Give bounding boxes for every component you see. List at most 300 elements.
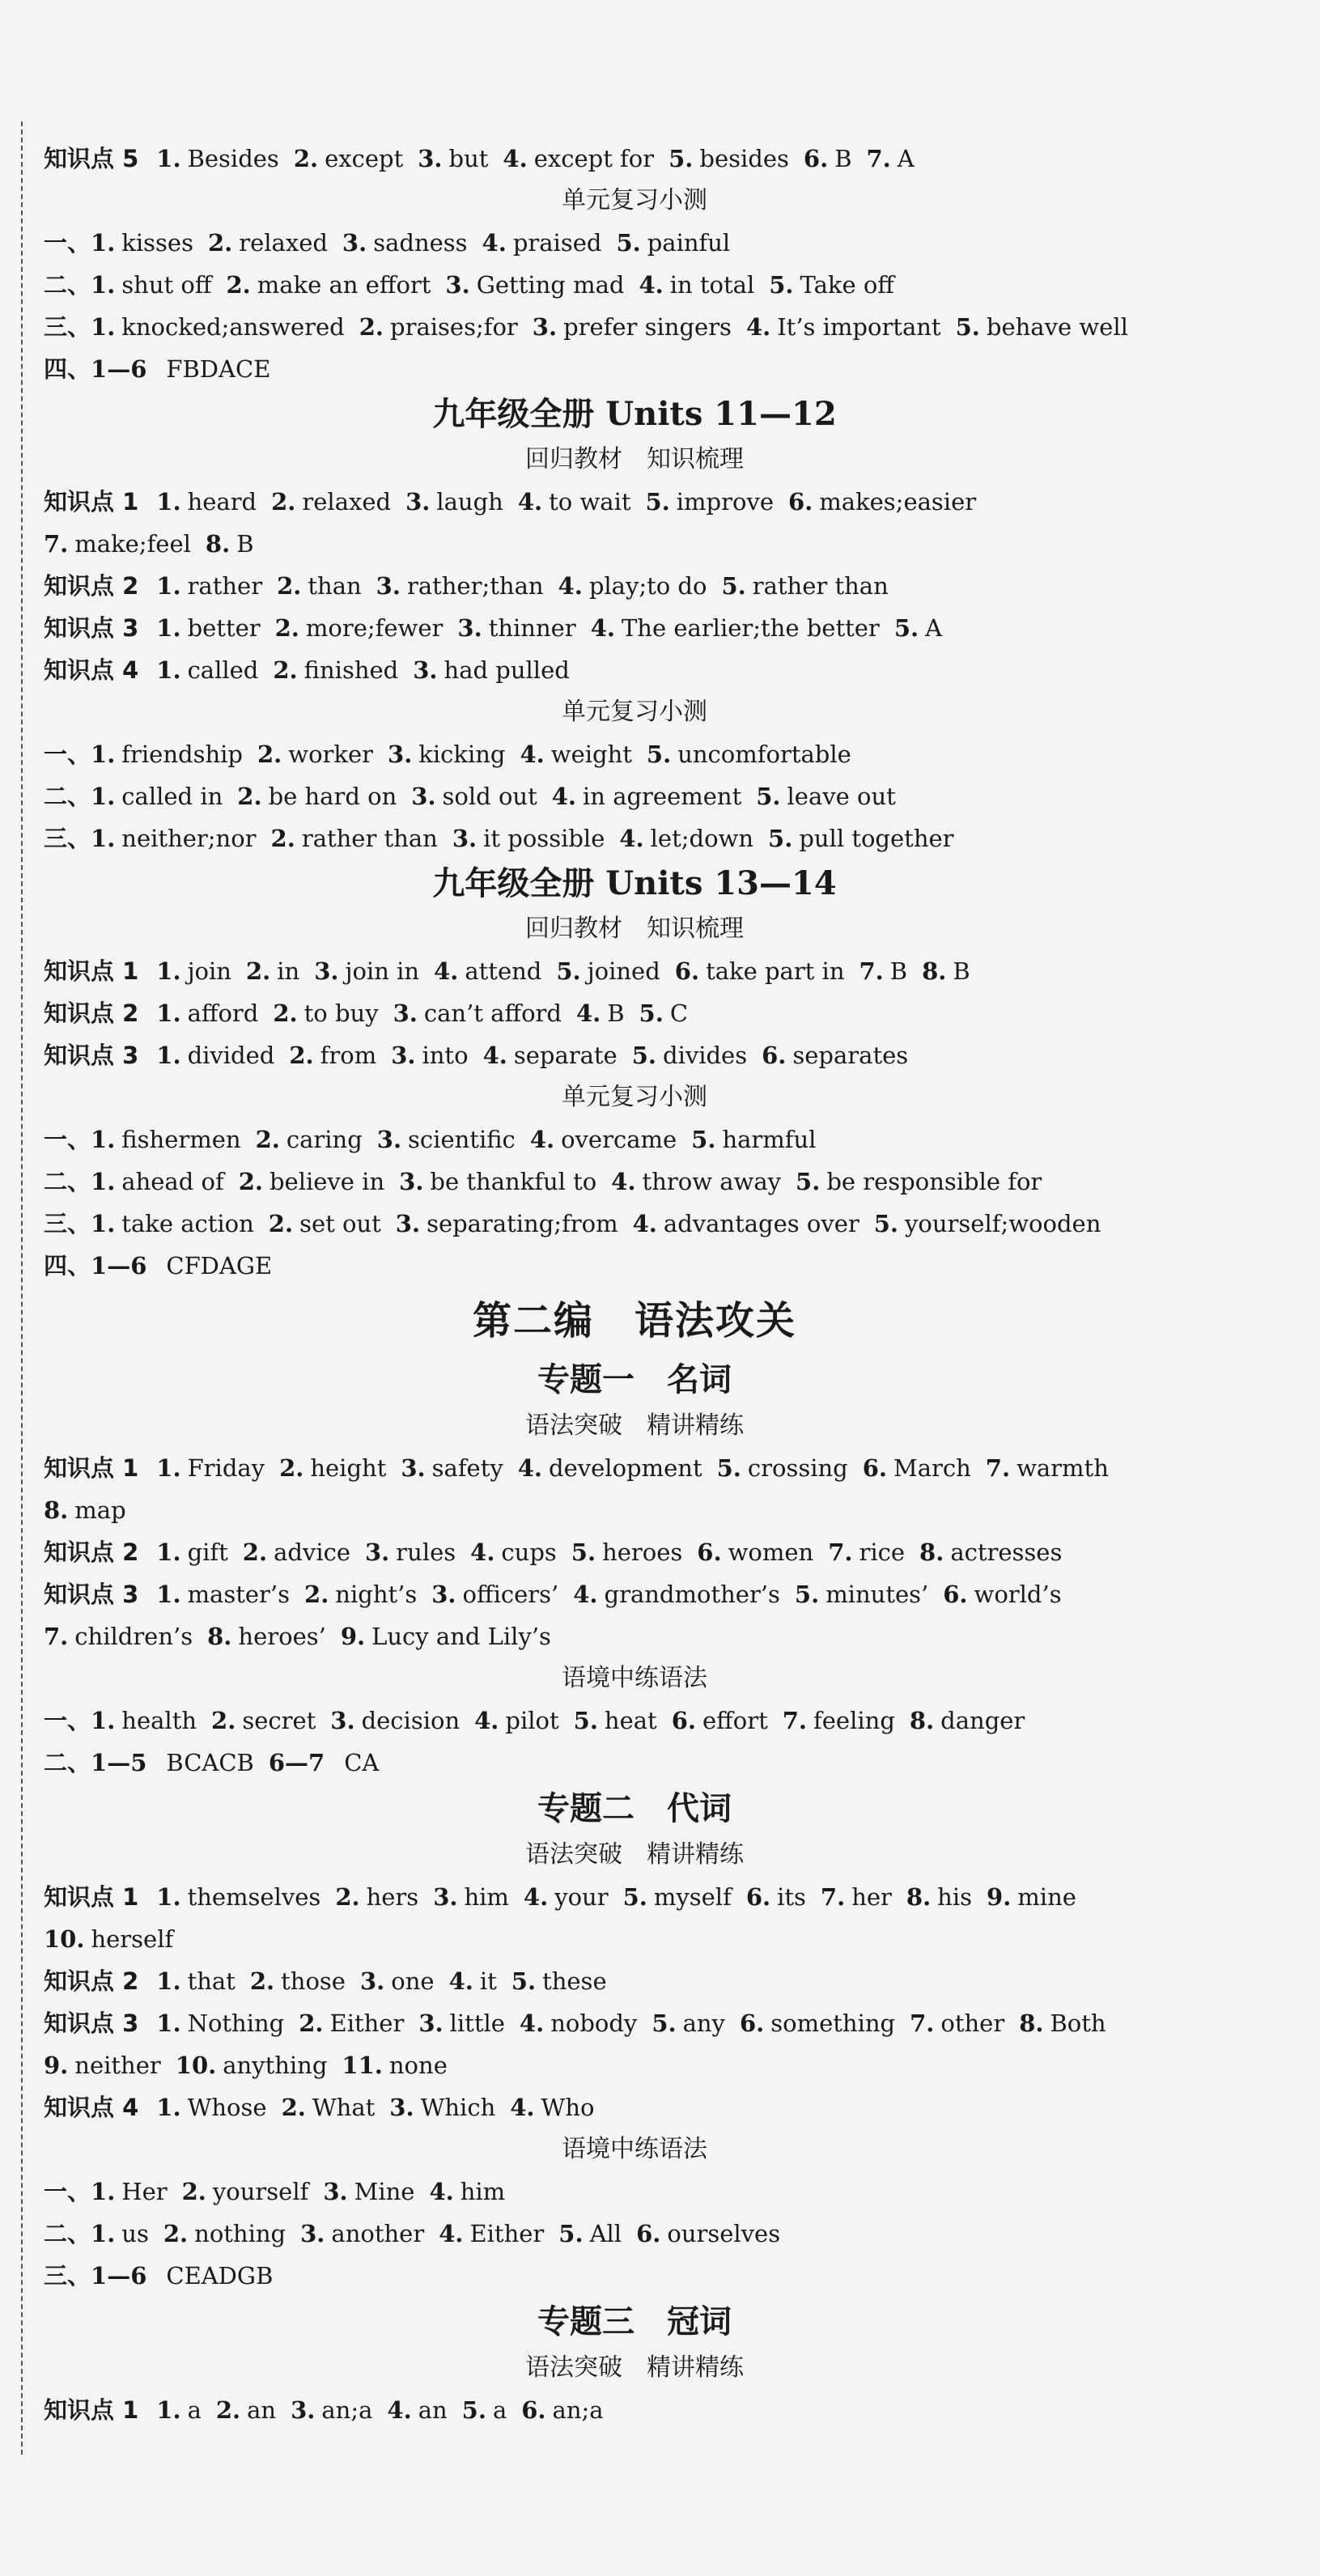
answer-item xyxy=(91,229,193,257)
answer-item xyxy=(257,741,373,768)
answer-item xyxy=(342,229,468,257)
answer-text: pilot xyxy=(505,1707,559,1734)
answer-number: 6. xyxy=(762,1042,787,1069)
answer-number: 2. xyxy=(207,229,233,257)
answer-text: yourself xyxy=(212,2178,309,2205)
answer-number: 2. xyxy=(271,488,296,516)
answer-text: cups xyxy=(501,1538,557,1566)
answer-text: kicking xyxy=(418,741,506,768)
answer-number: 1. xyxy=(91,2178,116,2205)
answer-text: heat xyxy=(604,1707,657,1734)
answer-item xyxy=(91,1252,272,1280)
answer-item xyxy=(176,2052,328,2079)
answer-number: 5. xyxy=(558,2220,584,2247)
answer-item xyxy=(639,999,688,1027)
answer-number: 2. xyxy=(255,1126,280,1153)
answer-text: advice xyxy=(274,1538,350,1566)
answer-item xyxy=(474,1707,559,1734)
answer-text: relaxed xyxy=(302,488,392,516)
answer-text: rice xyxy=(859,1538,906,1566)
answer-text: Besides xyxy=(187,145,279,172)
answer-item xyxy=(919,1538,1062,1566)
answer-text: crossing xyxy=(747,1454,848,1482)
answer-text: A xyxy=(925,614,943,642)
answer-item xyxy=(289,1042,376,1069)
answer-text: What xyxy=(312,2094,376,2121)
answer-text: except for xyxy=(533,145,655,172)
section-subheading: 语法突破 精讲精练 xyxy=(525,1840,744,1869)
answer-number: 3. xyxy=(413,656,438,684)
answer-number: 2. xyxy=(359,313,384,341)
answer-item xyxy=(163,2220,286,2247)
answer-item xyxy=(323,2178,414,2205)
answer-line xyxy=(44,2171,1225,2213)
answer-text: B xyxy=(607,999,625,1027)
answer-text: Which xyxy=(420,2094,496,2121)
answer-item xyxy=(388,741,505,768)
answer-number: 7. xyxy=(44,1623,69,1650)
answer-item xyxy=(894,614,942,642)
answer-item xyxy=(863,1454,971,1482)
answer-text: another xyxy=(331,2220,425,2247)
answer-text: Lucy and Lily’s xyxy=(371,1623,551,1650)
answer-number: 2. xyxy=(163,2220,189,2247)
answer-text: Both xyxy=(1050,2009,1106,2037)
answer-text: Mine xyxy=(354,2178,415,2205)
answer-text: B xyxy=(236,530,254,558)
answer-number: 4. xyxy=(558,572,583,600)
answer-item xyxy=(591,614,880,642)
answer-number: 2. xyxy=(273,656,298,684)
answer-number: 1. xyxy=(156,999,181,1027)
answer-text: joined xyxy=(587,957,660,985)
answer-text: had pulled xyxy=(444,656,570,684)
answer-text: other xyxy=(940,2009,1005,2037)
answer-number: 2. xyxy=(335,1883,360,1911)
answer-item xyxy=(271,488,391,516)
answer-number: 6. xyxy=(674,957,700,985)
answer-text: neither;nor xyxy=(121,825,257,852)
answer-text: rather than xyxy=(301,825,438,852)
answer-item xyxy=(396,1210,618,1237)
section-label: 一、 xyxy=(44,1707,91,1734)
answer-text: BCACB xyxy=(166,1749,254,1776)
answer-text: him xyxy=(464,1883,509,1911)
answer-item xyxy=(405,488,503,516)
answer-text: make an effort xyxy=(257,271,431,299)
answer-text: him xyxy=(460,2178,506,2205)
answer-item xyxy=(300,2220,424,2247)
answer-line xyxy=(44,2044,1225,2086)
answer-number: 4. xyxy=(575,999,601,1027)
unit-heading: 九年级全册 Units 13—14 xyxy=(432,864,837,902)
answer-text: knocked;answered xyxy=(121,313,345,341)
answer-item xyxy=(783,1707,895,1734)
answer-text: join in xyxy=(345,957,420,985)
answer-number: 4. xyxy=(434,957,459,985)
answer-text: join xyxy=(187,957,231,985)
section-subheading: 单元复习小测 xyxy=(562,186,707,214)
answer-item xyxy=(558,2220,622,2247)
answer-text: painful xyxy=(647,229,731,257)
answer-text: prefer singers xyxy=(563,313,732,341)
answer-number: 2. xyxy=(268,1210,294,1237)
answer-item xyxy=(156,1454,265,1482)
answer-item xyxy=(91,1749,254,1776)
answer-number: 5. xyxy=(691,1126,716,1153)
answer-text: laugh xyxy=(436,488,503,516)
answer-number: 5. xyxy=(769,271,794,299)
answer-item xyxy=(156,572,262,600)
answer-number: 2. xyxy=(304,1581,329,1608)
answer-number: 4. xyxy=(519,2009,545,2037)
answer-item xyxy=(91,741,243,768)
answer-text: relaxed xyxy=(239,229,328,257)
answer-number: 4. xyxy=(470,1538,495,1566)
answer-number: 2. xyxy=(237,783,262,810)
answer-item xyxy=(156,1883,320,1911)
answer-number: 3. xyxy=(405,488,431,516)
answer-number: 4. xyxy=(632,1210,657,1237)
answer-text: something xyxy=(770,2009,896,2037)
answer-text: Take off xyxy=(800,271,894,299)
answer-number: 5. xyxy=(652,2009,677,2037)
answer-text: rather than xyxy=(752,572,889,600)
answer-line xyxy=(44,733,1225,775)
answer-number: 3. xyxy=(395,1210,421,1237)
answer-item xyxy=(91,271,211,299)
answer-number: 4. xyxy=(611,1168,636,1195)
answer-number: 1—6 xyxy=(91,2262,147,2290)
answer-item xyxy=(943,1581,1061,1608)
answer-number: 2. xyxy=(273,999,298,1027)
answer-item xyxy=(156,957,231,985)
answer-text: yourself;wooden xyxy=(905,1210,1101,1237)
answer-number: 5. xyxy=(616,229,641,257)
answer-item xyxy=(874,1210,1101,1237)
answer-item xyxy=(291,2396,372,2424)
answer-number: 1. xyxy=(156,1967,181,1995)
answer-text: B xyxy=(834,145,852,172)
answer-item xyxy=(429,2178,505,2205)
answer-line xyxy=(44,607,1225,649)
answer-text: sold out xyxy=(442,783,537,810)
answer-number: 3. xyxy=(389,2094,414,2121)
section-subheading: 语境中练语法 xyxy=(562,1664,707,1692)
answer-number: 4. xyxy=(745,313,771,341)
answer-item xyxy=(411,783,537,810)
answer-item xyxy=(211,1707,316,1734)
answer-item xyxy=(391,1042,468,1069)
answer-line xyxy=(44,2086,1225,2128)
answer-number: 6. xyxy=(521,2396,546,2424)
answer-number: 1. xyxy=(91,313,116,341)
answer-number: 8. xyxy=(906,1883,932,1911)
answer-item xyxy=(571,1538,683,1566)
answer-text: leave out xyxy=(787,783,896,810)
answer-item xyxy=(619,825,753,852)
answer-text: Her xyxy=(121,2178,168,2205)
answer-item xyxy=(691,1126,816,1153)
answer-number: 4. xyxy=(510,2094,535,2121)
answer-item xyxy=(156,2094,266,2121)
topic-heading: 专题一 名词 xyxy=(537,1360,732,1398)
answer-item xyxy=(769,271,894,299)
answer-text: Friday xyxy=(187,1454,265,1482)
answer-number: 5. xyxy=(556,957,581,985)
answer-item xyxy=(156,614,260,642)
answer-number: 3. xyxy=(365,1538,390,1566)
answer-number: 1. xyxy=(156,2396,181,2424)
answer-text: more;fewer xyxy=(305,614,444,642)
answer-item xyxy=(636,2220,780,2247)
answer-item xyxy=(646,488,775,516)
answer-text: rules xyxy=(396,1538,456,1566)
section-label: 知识点 1 xyxy=(44,957,139,985)
answer-text: effort xyxy=(702,1707,768,1734)
answer-text: Who xyxy=(541,2094,595,2121)
answer-text: better xyxy=(187,614,261,642)
answer-number: 1. xyxy=(156,488,181,516)
section-label: 知识点 3 xyxy=(44,614,139,642)
answer-text: safety xyxy=(431,1454,503,1482)
answer-number: 2. xyxy=(245,957,271,985)
section-label: 一、 xyxy=(44,2178,91,2205)
answer-text: night’s xyxy=(335,1581,418,1608)
answer-item xyxy=(269,1749,380,1776)
answer-number: 2. xyxy=(274,614,299,642)
answer-item xyxy=(520,741,631,768)
answer-item xyxy=(246,957,299,985)
answer-item xyxy=(632,1042,747,1069)
answer-number: 5. xyxy=(893,614,919,642)
answer-line xyxy=(44,1034,1225,1076)
answer-item xyxy=(389,2094,495,2121)
answer-item xyxy=(156,1042,274,1069)
answer-number: 6. xyxy=(671,1707,696,1734)
section-label: 知识点 3 xyxy=(44,1042,139,1069)
answer-line xyxy=(44,481,1225,523)
answer-line xyxy=(44,1960,1225,2002)
answer-item xyxy=(91,1168,224,1195)
answer-item xyxy=(156,488,257,516)
answer-number: 3. xyxy=(399,1168,424,1195)
answer-text: scientific xyxy=(408,1126,516,1153)
answer-text: B xyxy=(953,957,970,985)
answer-text: mine xyxy=(1017,1883,1076,1911)
answer-number: 1. xyxy=(91,271,116,299)
answer-item xyxy=(511,1967,607,1995)
answer-number: 4. xyxy=(517,488,543,516)
answer-item xyxy=(376,572,544,600)
section-label: 三、 xyxy=(44,313,91,341)
answer-number: 3. xyxy=(376,1126,402,1153)
answer-number: 3. xyxy=(342,229,367,257)
dashed-margin-line xyxy=(21,121,23,2455)
answer-number: 6. xyxy=(739,2009,765,2037)
answer-number: 6. xyxy=(636,2220,661,2247)
answer-number: 1—6 xyxy=(91,1252,147,1280)
answer-item xyxy=(746,1883,806,1911)
answer-number: 5. xyxy=(794,1581,820,1608)
answer-item xyxy=(91,2262,273,2290)
answer-line xyxy=(44,649,1225,691)
answer-text: feeling xyxy=(813,1707,895,1734)
answer-number: 3. xyxy=(433,1883,458,1911)
answer-number: 8. xyxy=(1019,2009,1044,2037)
answer-number: 3. xyxy=(457,614,482,642)
answer-item xyxy=(393,999,562,1027)
answer-number: 1. xyxy=(156,1538,181,1566)
answer-number: 2. xyxy=(270,825,295,852)
answer-item xyxy=(470,1538,557,1566)
answer-text: officers’ xyxy=(462,1581,559,1608)
answer-number: 5. xyxy=(668,145,694,172)
answer-text: let;down xyxy=(650,825,754,852)
answer-item xyxy=(156,2009,284,2037)
answer-number: 2. xyxy=(257,741,282,768)
answer-number: 6. xyxy=(697,1538,722,1566)
answer-number: 4. xyxy=(551,783,577,810)
answer-line xyxy=(44,2389,1225,2431)
answer-line xyxy=(44,138,1225,180)
answer-number: 6—7 xyxy=(268,1749,325,1776)
answer-item xyxy=(216,2396,276,2424)
answer-text: its xyxy=(777,1883,806,1911)
answer-text: hers xyxy=(366,1883,419,1911)
answer-number: 4. xyxy=(448,1967,473,1995)
answer-text: overcame xyxy=(561,1126,677,1153)
answer-line xyxy=(44,992,1225,1034)
answer-number: 2. xyxy=(281,2094,306,2121)
answer-item xyxy=(746,313,941,341)
section-label: 三、 xyxy=(44,2262,91,2290)
answer-number: 2. xyxy=(242,1538,268,1566)
answer-number: 3. xyxy=(452,825,477,852)
section-label: 四、 xyxy=(44,355,91,383)
answer-number: 7. xyxy=(866,145,891,172)
answer-text: world’s xyxy=(974,1581,1062,1608)
answer-text: take part in xyxy=(706,957,845,985)
answer-text: these xyxy=(542,1967,607,1995)
answer-number: 5. xyxy=(955,313,980,341)
answer-item xyxy=(482,229,602,257)
answer-text: friendship xyxy=(121,741,243,768)
answer-number: 1. xyxy=(156,1454,181,1482)
answer-number: 2. xyxy=(238,1168,263,1195)
answer-line xyxy=(44,306,1225,348)
answer-item xyxy=(277,572,362,600)
answer-text: an xyxy=(418,2396,448,2424)
answer-number: 4. xyxy=(619,825,644,852)
answer-text: separate xyxy=(513,1042,618,1069)
section-label: 知识点 3 xyxy=(44,2009,139,2037)
section-label: 知识点 2 xyxy=(44,572,139,600)
answer-item xyxy=(44,1925,173,1953)
answer-line xyxy=(44,1531,1225,1573)
answer-number: 5. xyxy=(622,1883,647,1911)
answer-number: 10. xyxy=(175,2052,217,2079)
answer-text: improve xyxy=(676,488,774,516)
answer-number: 3. xyxy=(418,145,443,172)
answer-text: actresses xyxy=(950,1538,1063,1566)
answer-number: 5. xyxy=(631,1042,656,1069)
answer-item xyxy=(859,957,908,985)
answer-number: 11. xyxy=(342,2052,383,2079)
answer-number: 10. xyxy=(44,1925,85,1953)
answer-item xyxy=(697,1538,813,1566)
answer-item xyxy=(558,572,707,600)
answer-item xyxy=(273,656,398,684)
answer-number: 5. xyxy=(716,1454,741,1482)
answer-text: A xyxy=(897,145,915,172)
answer-item xyxy=(282,2094,376,2121)
answer-number: 3. xyxy=(391,1042,416,1069)
answer-text: FBDACE xyxy=(166,355,271,383)
answer-item xyxy=(256,1126,363,1153)
answer-text: but xyxy=(448,145,489,172)
answer-item xyxy=(652,2009,725,2037)
answer-item xyxy=(156,1538,228,1566)
answer-item xyxy=(986,1454,1109,1482)
answer-text: than xyxy=(308,572,362,600)
answer-item xyxy=(330,1707,460,1734)
answer-number: 2. xyxy=(279,1454,304,1482)
answer-text: none xyxy=(388,2052,448,2079)
answer-item xyxy=(226,271,431,299)
answer-item xyxy=(335,1883,418,1911)
section-label: 三、 xyxy=(44,825,91,852)
answer-item xyxy=(796,1168,1042,1195)
answer-text: neither xyxy=(74,2052,161,2079)
answer-text: an;a xyxy=(321,2396,373,2424)
answer-item xyxy=(675,957,845,985)
section-subheading: 语法突破 精讲精练 xyxy=(525,1411,744,1440)
answer-number: 6. xyxy=(862,1454,888,1482)
answer-item xyxy=(530,1126,677,1153)
answer-item xyxy=(418,2009,505,2037)
answer-text: master’s xyxy=(187,1581,291,1608)
answer-number: 5. xyxy=(646,741,672,768)
answer-line xyxy=(44,775,1225,817)
answer-item xyxy=(573,1581,780,1608)
answer-item xyxy=(299,2009,404,2037)
section-label: 知识点 1 xyxy=(44,1454,139,1482)
unit-heading: 九年级全册 Units 11—12 xyxy=(432,395,837,433)
answer-line xyxy=(44,817,1225,859)
answer-number: 1. xyxy=(156,957,181,985)
answer-item xyxy=(44,2052,161,2079)
answer-number: 8. xyxy=(919,1538,944,1566)
answer-text: children’s xyxy=(74,1623,193,1650)
answer-item xyxy=(449,1967,497,1995)
answer-number: 5. xyxy=(639,999,664,1027)
answer-item xyxy=(91,1707,197,1734)
answer-text: gift xyxy=(187,1538,228,1566)
answer-text: C xyxy=(669,999,689,1027)
section-label: 三、 xyxy=(44,1210,91,1237)
answer-number: 1. xyxy=(156,656,181,684)
answer-line xyxy=(44,2213,1225,2255)
answer-number: 7. xyxy=(44,530,69,558)
answer-item xyxy=(434,957,541,985)
answer-number: 7. xyxy=(828,1538,853,1566)
answer-item xyxy=(208,229,328,257)
section-label: 知识点 2 xyxy=(44,999,139,1027)
answer-line xyxy=(44,1118,1225,1161)
answer-text: The earlier;the better xyxy=(621,614,880,642)
answer-item xyxy=(91,825,257,852)
